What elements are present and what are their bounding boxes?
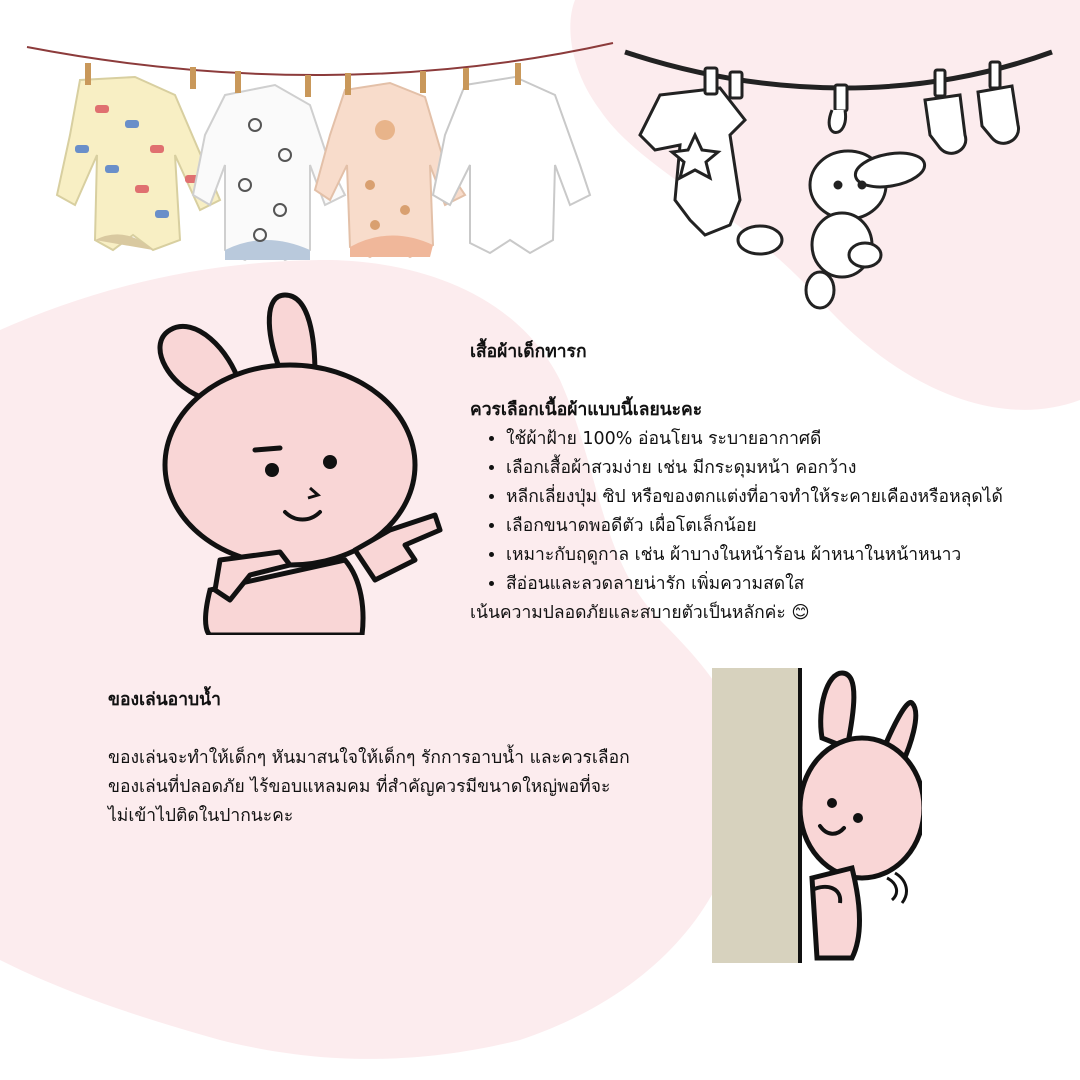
bath-toys-title: ของเล่นอาบน้ำ bbox=[108, 690, 221, 710]
clothing-subtitle: ควรเลือกเนื้อผ้าแบบนี้เลยนะคะ bbox=[470, 400, 703, 420]
bath-toys-line-1: ของเล่นจะทำให้เด็กๆ หันมาสนใจให้เด็กๆ รักการอาบน้ำ และควรเลือก bbox=[108, 748, 630, 768]
door-panel bbox=[712, 668, 802, 963]
peg-1 bbox=[85, 63, 91, 85]
peg-3 bbox=[235, 71, 241, 93]
bunny-plush-lineart bbox=[738, 85, 927, 308]
colored-bodysuits-illustration bbox=[25, 35, 620, 295]
list-item: • หลีกเลี่ยงปุ่ม ซิป หรือของตกแต่งที่อาจทำให้ระคายเคืองหรือหลุดได้ bbox=[506, 483, 1070, 512]
peg-8 bbox=[515, 63, 521, 85]
yellow-car-bodysuit bbox=[57, 77, 220, 250]
clothesline-right bbox=[625, 52, 1052, 88]
peg-6 bbox=[420, 71, 426, 93]
peg-7 bbox=[463, 68, 469, 90]
star-bodysuit-lineart bbox=[640, 68, 745, 235]
bath-toys-line-2: ของเล่นที่ปลอดภัย ไร้ขอบแหลมคม ที่สำคัญควรมีขนาดใหญ่พอที่จะ bbox=[108, 777, 611, 797]
list-item: • สีอ่อนและลวดลายน่ารัก เพิ่มความสดใส bbox=[506, 570, 1070, 599]
peg-5 bbox=[345, 73, 351, 95]
list-item: • เลือกขนาดพอดีตัว เผื่อโตเล็กน้อย bbox=[506, 512, 1070, 541]
smile-emoji-icon: 😊 bbox=[791, 603, 810, 623]
clothesline-left bbox=[27, 43, 613, 75]
spacer bbox=[108, 715, 688, 744]
clothing-tips-list bbox=[470, 425, 1070, 599]
peeking-bunny-illustration bbox=[712, 668, 922, 968]
lineart-laundry-illustration bbox=[620, 40, 1060, 310]
bath-toys-line-3: ไม่เข้าไปติดในปากนะคะ bbox=[108, 806, 294, 826]
clothing-summary: เน้นความปลอดภัยและสบายตัวเป็นหลักค่ะ bbox=[470, 603, 786, 623]
clothing-title: เสื้อผ้าเด็กทารก bbox=[470, 342, 587, 362]
list-item: • เหมาะกับฤดูกาล เช่น ผ้าบางในหน้าร้อน ผ้าหนาในหน้าหนาว bbox=[506, 541, 1070, 570]
clothing-section bbox=[470, 338, 1070, 628]
pink-bunny-pointing-illustration bbox=[150, 290, 445, 635]
list-item: • ใช้ผ้าฝ้าย 100% อ่อนโยน ระบายอากาศดี bbox=[506, 425, 1070, 454]
spacer bbox=[470, 367, 1070, 396]
bath-toys-section bbox=[108, 686, 688, 831]
peg-2 bbox=[190, 67, 196, 89]
plain-white-bodysuit bbox=[433, 77, 590, 253]
list-item: • เลือกเสื้อผ้าสวมง่าย เช่น มีกระดุมหน้า คอกว้าง bbox=[506, 454, 1070, 483]
peg-4 bbox=[305, 75, 311, 97]
